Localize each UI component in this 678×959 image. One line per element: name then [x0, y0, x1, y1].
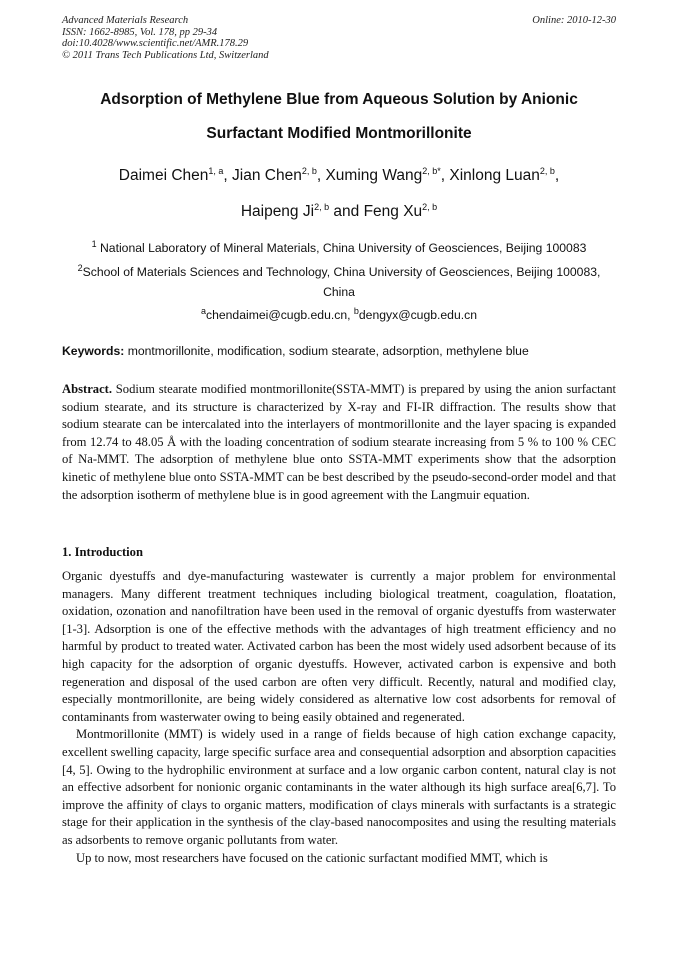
- title-line-2: Surfactant Modified Montmorillonite: [206, 125, 472, 142]
- author-sup: 2, b*: [422, 165, 441, 176]
- author-sup: 2, b: [539, 165, 555, 176]
- copyright-line: © 2011 Trans Tech Publications Ltd, Switzerland: [62, 49, 269, 61]
- author-emails: $^a$chendaimei@cugb.edu.cn, $^b$dengyx@cugb.edu.cn: [200, 305, 477, 322]
- section-heading-introduction: 1. Introduction: [62, 545, 143, 559]
- author-sup: 2, b: [314, 201, 330, 212]
- abstract: [62, 381, 616, 504]
- online-date: Online: 2010-12-30: [532, 15, 616, 26]
- email-a: chendaimei@cugb.edu.cn,: [206, 308, 354, 322]
- affiliation-1: $^1$ National Laboratory of Mineral Materials, China University of Geosciences, Beijing 100083: [91, 238, 587, 255]
- author-name: Xuming Wang: [325, 167, 423, 184]
- intro-paragraph-1: Organic dyestuffs and dye-manufacturing wastewater is currently a major problem for environmental managers. Many different treatment techniques including biological treatment, coagulation, floatation, oxidation, ozonation and nanofiltration have been used in the removal of organic dyestuffs from wasterwater [1-3]. Adsorption is one of the effective methods with the advantages of high treatment efficiency and no harmful by product to treated water. Activated carbon has been the most widely used adsorbent because of its high capacity for the adsorption of organic dyestuffs. However, activated carbon is expensive and both regeneration and disposal of the used carbon are often very difficult. Recently, natural and modified clay, especially montmorillonite, are being widely considered as alternative low cost adsorbents for removal of contaminants from wasterwater owing to being easily obtained and regenerated.: [62, 569, 616, 724]
- title-line-1: Adsorption of Methylene Blue from Aqueous Solution by Anionic: [100, 91, 578, 108]
- intro-paragraph-3: Up to now, most researchers have focused on the cationic surfactant modified MMT, which is: [76, 850, 548, 865]
- author-sup: 2, b: [422, 201, 438, 212]
- email-b: dengyx@cugb.edu.cn: [358, 308, 477, 322]
- author-name: Xinlong Luan: [449, 167, 540, 184]
- abstract-label: Abstract.: [62, 382, 113, 396]
- keywords-text: montmorillonite, modification, sodium stearate, adsorption, methylene blue: [124, 344, 529, 358]
- keywords: [62, 344, 616, 358]
- keywords-label: Keywords:: [62, 344, 125, 358]
- issn-line: ISSN: 1662-8985, Vol. 178, pp 29-34: [62, 26, 218, 38]
- running-header: [62, 15, 269, 61]
- author-name: Feng Xu: [363, 203, 423, 220]
- author-name: Haipeng Ji: [240, 203, 315, 220]
- author-line-1: Daimei Chen$^{1, a}$, Jian Chen$^{2, b}$, Xuming Wang$^{2, b*}$, Xinlong Luan$^{2, b}$,: [118, 165, 560, 184]
- author-sup: 2, b: [301, 165, 317, 176]
- abstract-text: Sodium stearate modified montmorillonite(SSTA-MMT) is prepared by using the anion surfactant sodium stearate, and its structure is characterized by X-ray and FI-IR diffraction. The results show that sodium stearate can be intercalated into the interlayers of montmorillonite and the layer spacing is expanded from 12.74 to 48.05 Å with the loading concentration of sodium stearate increasing from 5 % to 100 % CEC of Na-MMT. The adsorption of methylene blue onto SSTA-MMT experiments show that the adsorption kinetic of methylene blue onto SSTA-MMT can be best described by the pseudo-second-order model and that the adsorption isotherm of methylene blue is in good agreement with the Langmuir equation.: [62, 382, 616, 502]
- author-line-2: Haipeng Ji$^{2, b}$ and Feng Xu$^{2, b}$: [240, 201, 438, 220]
- author-name: Jian Chen: [232, 167, 302, 184]
- doi-line: doi:10.4028/www.scientific.net/AMR.178.29: [62, 38, 249, 49]
- journal-name: Advanced Materials Research: [62, 15, 189, 26]
- author-name: Daimei Chen: [118, 167, 209, 184]
- author-sup: 1, a: [208, 165, 224, 176]
- introduction-body: [62, 568, 616, 867]
- affiliation-2: $^2$School of Materials Sciences and Technology, China University of Geosciences, Beijing 100083, China: [77, 262, 601, 299]
- intro-paragraph-2: Montmorillonite (MMT) is widely used in a range of fields because of high cation exchange capacity, excellent swelling capacity, large specific surface area and consequential adsorption and absorption capacities [4, 5]. Owing to the hydrophilic environment at surface and a low organic carbon content, natural clay is not an effective adsorbent for nonionic organic contaminants in the water although its high surface area[6,7]. To improve the affinity of clays to organic matters, modification of clays minerals with surfactants is a strategic stage for their application in the synthesis of the clay-based nanocomposites and using the resulting materials as adsorbents to remove organic pollutants from water.: [62, 727, 616, 847]
